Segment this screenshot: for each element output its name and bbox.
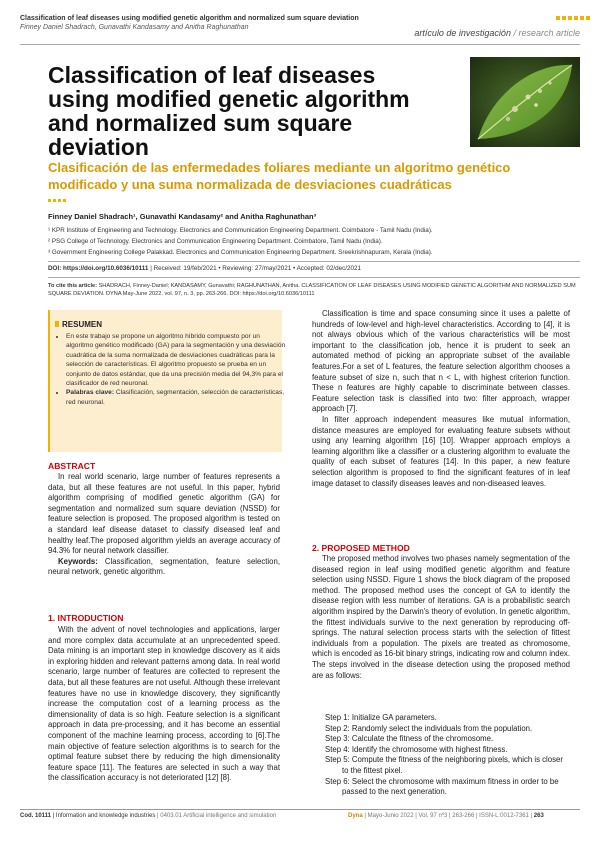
abstract-text: In real world scenario, large number of features represents a data, but all these features are not useful. In this paper, hybrid algorithm comprising of modified genetic algorithm (GA) for segmentation and normalized sum square deviation (NSSD) for feature selection is proposed. The proposed algorithm is tested on a standard leaf disease dataset to classify diseased leaf and healthy leaf.The proposed algorithm yields an average accuracy of 94.3% for neural network classifier. (48, 472, 280, 556)
cite-label: To cite this article: (48, 283, 98, 289)
affiliation-2: ² PSG College of Technology. Electronics and Communication Engineering Department. Coimbatore, Tamil Nadu (India). (48, 238, 383, 245)
right-column-top (312, 309, 570, 489)
resumen-text: • En este trabajo se propone un algoritmo híbrido compuesto por un algoritmo genético modificado (GA) para la segmentación y una desviación cuadrática de la suma normalizada de desviaciones cuadráticas para la selección de características. El algoritmo propuesto se prueba en un conjunto de datos estándar, que da una precisión media del 94,3% para el clasificador de red neuronal. (66, 332, 286, 388)
step-item: Step 2: Randomly select the individuals from the population. (325, 723, 533, 733)
footer-issue: | Mayo-Junio 2022 | Vol. 97 nº3 | 263-266 | ISSN-L:0012-7361 | (364, 813, 533, 819)
resumen-kw-text: Clasificación, segmentación, selección de características, red neuronal. (66, 389, 285, 406)
proposed-method-body (312, 554, 570, 681)
article-title: Classification of leaf diseases using modified genetic algorithm and normalized sum square deviation (48, 62, 410, 160)
introduction-heading: 1. INTRODUCTION (48, 613, 124, 623)
proposed-method-heading: 2. PROPOSED METHOD (312, 543, 410, 553)
steps-list (312, 713, 570, 798)
doi-rule-bottom (48, 277, 580, 278)
step-item: Step 5: Compute the fitness of the neighboring pixels, which is closer to the fittest pixel. (325, 755, 563, 775)
step-item: Step 1: Initialize GA parameters. (325, 713, 437, 722)
footer-right (348, 813, 544, 819)
running-title: Classification of leaf diseases using modified genetic algorithm and normalized sum square deviation (20, 15, 359, 22)
article-type-es: artículo de investigación (414, 28, 511, 38)
introduction-text: With the advent of novel technologies and applications, larger and more complex data accumulate at an unprecedented speed. Data mining is an important step in knowledge discovery as it aids in exploring hidden and relevant patterns among data. In real world scenario, large number of features are collected to represent the data, but all these features are not useful. Although these irrelevant features have no use in knowledge discovery, they significantly increase the computation cost of a learning process as the dimensionality of data is so high. Feature selection is a significant approach in data pre-processing, and it has become an essential component of the machine learning process, according to [6].The main objective of feature selection algorithms is to search for the optimal feature subset there by reducing the high dimensionality feature space [11]. The features are selected in such a way that the classification accuracy is not deteriorated [12] [8]. (48, 625, 280, 783)
authors: Finney Daniel Shadrach¹, Gunavathi Kandasamy² and Anitha Raghunathan³ (48, 212, 317, 221)
affiliation-3: ³ Government Engineering College Palakkad. Electronics and Communication Engineering Department. Sreekrishnapuram, Kerala (India). (48, 249, 433, 256)
abstract-keywords (48, 557, 280, 578)
footer-topic: | 0403.01 Artificial intelligence and simulation (157, 813, 277, 819)
affiliation-1: ¹ KPR Institute of Engineering and Technology. Electronics and Communication Engineering Department. Coimbatore - Tamil Nadu (India). (48, 227, 433, 234)
resumen-title: RESUMEN (62, 320, 103, 329)
resumen-marker-icon (55, 321, 59, 327)
doi-dates: | Received: 19/feb/2021 • Reviewing: 27/may/2021 • Accepted: 02/dec/2021 (150, 265, 362, 272)
abstract-kw-text: Classification, segmentation, feature selection, neural network, genetic algorithm. (48, 556, 280, 577)
cite-block (48, 282, 578, 298)
article-type-en: / research article (513, 28, 580, 38)
header-accent-dots (556, 16, 590, 20)
header-rule (20, 44, 580, 45)
footer-journal: Dyna (348, 813, 363, 819)
right-paragraph-1: Classification is time and space consuming since it uses a palette of hundreds of low-level and high-level characteristics. According to [4], it is not always obvious which of the various characteristics will be most important to the classification job, hence it is prudent to seek an automated method of picking an appropriate subset of the available features.For a set of L features, the feature selection algorithm chooses a feature subset of size n, such that n < L, with highest criterion function. These n features are highly capable to discriminate between classes. Feature selection task is classified into two: filter approach, wrapper approach [7]. (312, 309, 570, 414)
resumen-box (48, 310, 286, 452)
spanish-subtitle: Clasificación de las enfermedades foliares mediante un algoritmo genético modificado y una suma normalizada de desviaciones cuadráticas (48, 160, 511, 192)
footer-cod: Cod. 10111 (20, 813, 52, 819)
resumen-list (58, 332, 286, 407)
right-paragraph-2: In filter approach independent measures like mutual information, distance measures are employed for evaluating feature subsets without using any learning algorithm [16] [10]. Wrapper approach employs a learning algorithm like a classifier or a clustering algorithm to evaluate the quality of each subset of features [14]. In this paper, a new feature selection algorithm is proposed to find the significant features of in leaf image dataset to classify diseases leaves and non-diseased leaves. (312, 414, 570, 488)
doi-link[interactable]: DOI: https://doi.org/10.6036/10111 (48, 265, 149, 272)
running-header (20, 14, 400, 32)
article-type (388, 28, 580, 38)
doi-line (48, 265, 578, 272)
footer-section: | Information and knowledge industries (52, 813, 156, 819)
resumen-kw-label: Palabras clave: (66, 389, 115, 397)
step-item: Step 4: Identify the chromosome with highest fitness. (325, 744, 508, 754)
cite-text: SHADRACH, Finney-Daniel; KANDASAMY, Gunavathi; RAGHUNATHAN, Anitha. CLASSIFICATION OF LEAF DISEASES USING MODIFIED GENETIC ALGORITHM AND NORMALIZED SUM SQUARE DEVIATION. DYNA May-June 2022. vol. 97, n. 3, pp. 263-266. DOI: https://doi.org/10.6036/10111 (48, 283, 576, 297)
abstract-kw-label: Keywords: (58, 556, 98, 566)
abstract-body (48, 472, 280, 578)
author-accent-dots (48, 199, 66, 202)
footer-left (20, 813, 276, 819)
leaf-image (470, 57, 580, 147)
running-authors: Finney Daniel Shadrach, Gunavathi Kandasamy and Anitha Raghunathan (20, 24, 249, 31)
right-paragraph-3: The proposed method involves two phases namely segmentation of the diseased region in leaf using modified genetic algorithm and feature selection using NSSD. Figure 1 shows the block diagram of the proposed method. The proposed method uses the concept of GA to identify the disease region with less number of iterations. GA is a probabilistic search algorithm inspired by the Darwin's theory of evolution. In genetic algorithm, the fittest individuals survive to the next generation by reproducing off-springs. The natural selection process starts with the selection of fittest individuals from a population. The pixels are treated as chromosome, which is encoded as 16-bit binary strings, indicating row and column index. The steps involved in the disease detection using the proposed method are as follows: (312, 554, 570, 680)
introduction-body (48, 625, 280, 784)
doi-rule-top (48, 261, 580, 262)
step-item: Step 6: Select the chromosome with maximum fitness in order to be passed to the next generation. (325, 776, 559, 797)
footer-rule (20, 809, 580, 810)
footer-page-number: 263 (533, 813, 544, 819)
step-item: Step 3: Calculate the fitness of the chromosome. (325, 734, 494, 744)
abstract-heading: ABSTRACT (48, 461, 96, 471)
resumen-keywords (66, 388, 286, 407)
